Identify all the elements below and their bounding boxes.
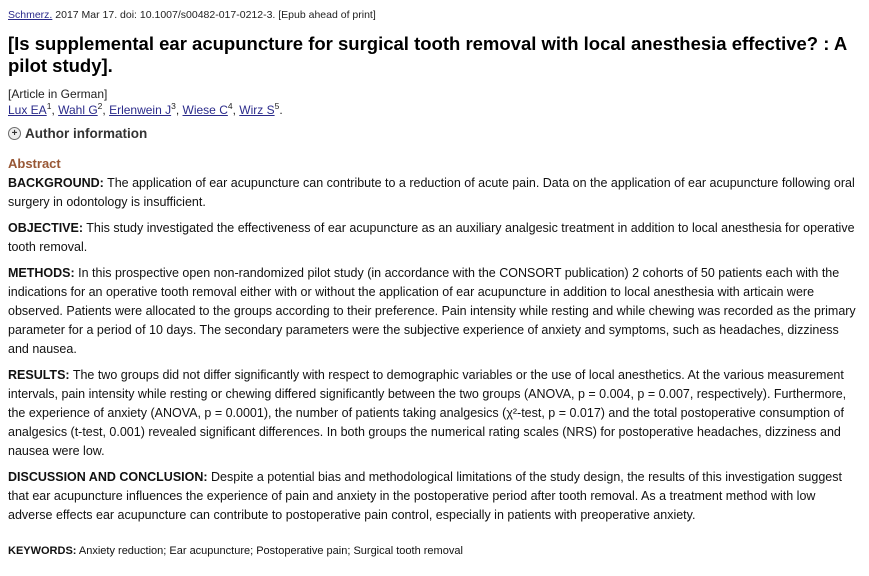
section-text: This study investigated the effectiveness of ear acupuncture as an auxiliary analgesic treatment in addition to local anesthesia for operative tooth removal. — [8, 221, 855, 254]
keywords-text: Anxiety reduction; Ear acupuncture; Postoperative pain; Surgical tooth removal — [76, 545, 463, 557]
plus-circle-icon[interactable]: + — [8, 127, 21, 140]
author-separator: , — [175, 103, 183, 117]
abstract-body — [8, 174, 860, 525]
author-link[interactable]: Lux EA — [8, 103, 47, 117]
abstract-section-results — [8, 366, 860, 461]
author-information-toggle[interactable] — [8, 126, 147, 141]
section-text: In this prospective open non-randomized pilot study (in accordance with the CONSORT publication) 2 cohorts of 50 patients each with the indications for an operative tooth removal either with or without the application of ear acupuncture in addition to local anesthesia with articain were observed. Patients were allocated to the groups according to their preference. Pain intensity while resting and while chewing was recorded as the primary parameter for a period of 10 days. The secondary parameters were the subjective experience of anxiety and symptoms, such as headaches, dizziness and nausea. — [8, 266, 856, 356]
author-link[interactable]: Erlenwein J — [109, 103, 172, 117]
abstract-section-background — [8, 174, 860, 212]
author-link[interactable]: Wiese C — [182, 103, 228, 117]
author-affiliation-number[interactable]: 2 — [97, 101, 103, 111]
citation-details: 2017 Mar 17. doi: 10.1007/s00482-017-0212-3. [Epub ahead of print] — [52, 9, 376, 21]
author-link[interactable]: Wirz S — [239, 103, 275, 117]
abstract-section-conclusion — [8, 468, 860, 525]
section-label: DISCUSSION AND CONCLUSION: — [8, 470, 208, 484]
language-note: [Article in German] — [8, 87, 108, 101]
abstract-heading: Abstract — [8, 156, 61, 171]
article-title: [Is supplemental ear acupuncture for surgical tooth removal with local anesthesia effective? : A pilot study]. — [8, 33, 847, 76]
keywords — [8, 545, 463, 557]
author-separator: . — [279, 103, 283, 117]
section-label: OBJECTIVE: — [8, 221, 84, 235]
section-text: Despite a potential bias and methodological limitations of the study design, the results of this investigation suggest that ear acupuncture influences the experience of pain and anxiety in the postoperative period after tooth removal. As a treatment method with low adverse effects ear acupuncture can contribute to postoperative pain control, especially in patients with preoperative anxiety. — [8, 470, 842, 522]
author-affiliation-number[interactable]: 5 — [274, 101, 280, 111]
keywords-label: KEYWORDS: — [8, 545, 77, 557]
abstract-section-objective — [8, 219, 860, 257]
section-text: The two groups did not differ significantly with respect to demographic variables or the use of local anesthetics. At the various measurement intervals, pain intensity while resting or chewing differed significantly between the two groups (ANOVA, p = 0.004, p = 0.007, respectively). Furthermore, the experience of anxiety (ANOVA, p = 0.0001), the number of patients taking analgesics (χ²-test, p = 0.017) and the total postoperative consumption of analgesics (t-test, 0.001) revealed significant differences. In both groups the numerical rating scales (NRS) for postoperative headaches, dizziness and nausea were low. — [8, 368, 847, 458]
author-separator: , — [51, 103, 59, 117]
author-list — [8, 101, 283, 117]
author-separator: , — [232, 103, 240, 117]
section-label: BACKGROUND: — [8, 176, 104, 190]
section-text: The application of ear acupuncture can contribute to a reduction of acute pain. Data on the application of ear acupuncture following oral surgery in odontology is insufficient. — [8, 176, 855, 209]
section-label: RESULTS: — [8, 368, 70, 382]
author-affiliation-number[interactable]: 1 — [46, 101, 52, 111]
abstract-section-methods — [8, 264, 860, 359]
author-affiliation-number[interactable]: 3 — [171, 101, 176, 111]
section-label: METHODS: — [8, 266, 75, 280]
citation-line — [8, 9, 376, 21]
author-link[interactable]: Wahl G — [58, 103, 98, 117]
author-separator: , — [102, 103, 110, 117]
author-affiliation-number[interactable]: 4 — [227, 101, 233, 111]
author-information-label[interactable]: Author information — [25, 126, 148, 141]
journal-link[interactable]: Schmerz. — [8, 9, 53, 21]
